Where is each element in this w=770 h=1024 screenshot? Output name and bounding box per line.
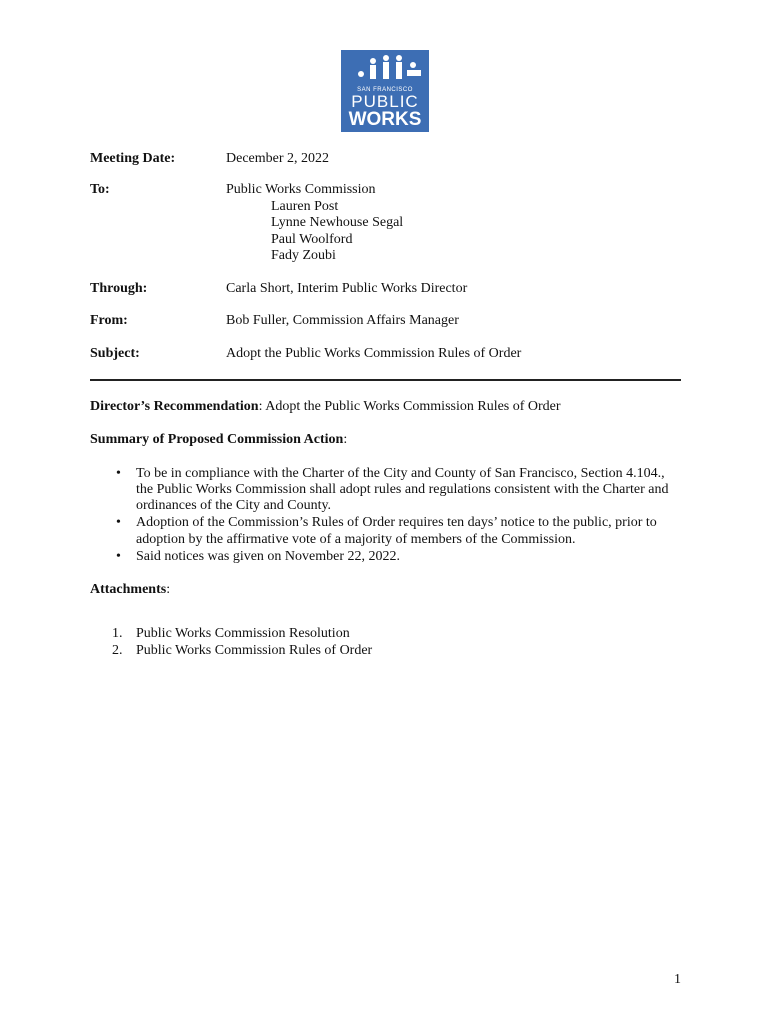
divider bbox=[90, 379, 681, 381]
bullet-text: Adoption of the Commission’s Rules of Order requires ten days’ notice to the public, prior to bbox=[136, 515, 657, 530]
attachment-number: 1. bbox=[112, 626, 123, 641]
subject-label: Subject: bbox=[90, 346, 140, 361]
logo-text: WORKS bbox=[348, 109, 422, 130]
attachment-number: 2. bbox=[112, 643, 123, 658]
page-number: 1 bbox=[674, 972, 681, 987]
bullet-text: ordinances of the City and County. bbox=[136, 498, 332, 513]
bullet-text: adoption by the affirmative vote of a majority of members of the Commission. bbox=[136, 532, 576, 547]
attachments-colon: : bbox=[166, 582, 171, 597]
meeting-date-value: December 2, 2022 bbox=[226, 151, 330, 166]
member-name: Fady Zoubi bbox=[271, 248, 336, 263]
bullet-icon: • bbox=[116, 515, 121, 530]
attachment-item: Public Works Commission Rules of Order bbox=[136, 643, 373, 658]
from-value: Bob Fuller, Commission Affairs Manager bbox=[226, 313, 459, 328]
to-label: To: bbox=[90, 182, 110, 197]
recommendation-label: Director’s Recommendation bbox=[90, 399, 259, 414]
bullet-icon: • bbox=[116, 466, 121, 481]
to-value: Public Works Commission bbox=[226, 182, 376, 197]
summary-heading bbox=[90, 432, 347, 448]
workers-silhouette-icon bbox=[341, 52, 429, 88]
from-label: From: bbox=[90, 313, 128, 328]
member-name: Lynne Newhouse Segal bbox=[271, 215, 404, 230]
logo-text: PUBLIC bbox=[351, 92, 419, 111]
bullet-text: Said notices was given on November 22, 2022. bbox=[136, 549, 401, 564]
bullet-icon: • bbox=[116, 549, 121, 564]
recommendation-text: : Adopt the Public Works Commission Rules of Order bbox=[258, 399, 561, 414]
attachments-label: Attachments bbox=[90, 582, 167, 597]
member-name: Paul Woolford bbox=[271, 232, 353, 247]
through-value: Carla Short, Interim Public Works Director bbox=[226, 281, 468, 296]
summary-colon: : bbox=[343, 432, 348, 447]
through-label: Through: bbox=[90, 281, 148, 296]
subject-value: Adopt the Public Works Commission Rules of Order bbox=[226, 346, 522, 361]
member-name: Lauren Post bbox=[271, 199, 339, 214]
directors-recommendation bbox=[90, 399, 561, 415]
summary-label: Summary of Proposed Commission Action bbox=[90, 432, 344, 447]
public-works-logo bbox=[341, 50, 429, 132]
bullet-text: To be in compliance with the Charter of the City and County of San Francisco, Section 4.104., bbox=[136, 466, 665, 481]
meeting-date-label: Meeting Date: bbox=[90, 151, 176, 166]
attachment-item: Public Works Commission Resolution bbox=[136, 626, 350, 641]
logo-text: SAN FRANCISCO bbox=[357, 87, 413, 93]
bullet-text: the Public Works Commission shall adopt rules and regulations consistent with the Charter and bbox=[136, 482, 669, 497]
attachments-heading bbox=[90, 582, 170, 598]
